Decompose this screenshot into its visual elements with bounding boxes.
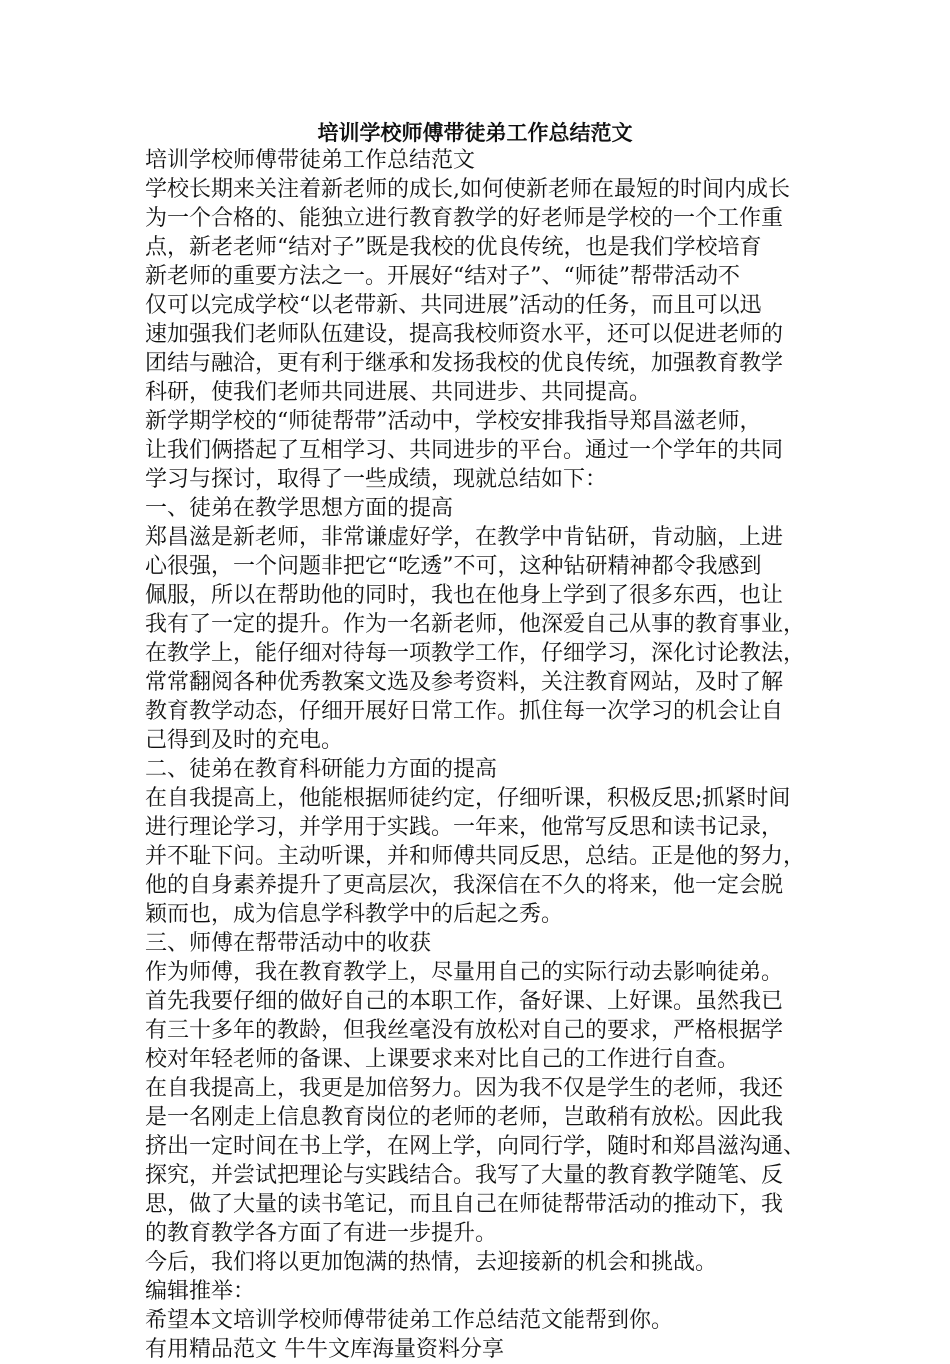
document-text-line: 二、徒弟在教育科研能力方面的提高 bbox=[145, 757, 498, 782]
document-text-line: 在自我提高上，我更是加倍努力。因为我不仅是学生的老师，我还 bbox=[145, 1076, 784, 1101]
document-text-line: 的教育教学各方面了有进一步提升。 bbox=[145, 1221, 498, 1246]
document-text-line: 希望本文培训学校师傅带徒弟工作总结范文能帮到你。 bbox=[145, 1308, 674, 1333]
document-text-line: 郑昌滋是新老师，非常谦虚好学，在教学中肯钻研，肯动脑，上进 bbox=[145, 525, 784, 550]
document-text-line: 校对年轻老师的备课、上课要求来对比自己的工作进行自查。 bbox=[145, 1047, 740, 1072]
document-text-line: 进行理论学习，并学用于实践。一年来，他常写反思和读书记录， bbox=[145, 815, 784, 840]
document-text-line: 思，做了大量的读书笔记，而且自己在师徒帮带活动的推动下，我 bbox=[145, 1192, 784, 1217]
document-text-line: 为一个合格的、能独立进行教育教学的好老师是学校的一个工作重 bbox=[145, 206, 784, 231]
document-text-line: 探究，并尝试把理论与实践结合。我写了大量的教育教学随笔、反 bbox=[145, 1163, 784, 1188]
document-text-line: 学习与探讨，取得了一些成绩，现就总结如下： bbox=[145, 467, 608, 492]
document-text-line: 让我们俩搭起了互相学习、共同进步的平台。通过一个学年的共同 bbox=[145, 438, 784, 463]
document-text-line: 三、师傅在帮带活动中的收获 bbox=[145, 931, 432, 956]
document-text-line: 在自我提高上，他能根据师徒约定，仔细听课，积极反思;抓紧时间 bbox=[145, 786, 791, 811]
document-title: 培训学校师傅带徒弟工作总结范文 bbox=[317, 121, 633, 145]
document-text-line: 己得到及时的充电。 bbox=[145, 728, 344, 753]
document-text-line: 一、徒弟在教学思想方面的提高 bbox=[145, 496, 454, 521]
document-text-line: 速加强我们老师队伍建设，提高我校师资水平，还可以促进老师的 bbox=[145, 322, 784, 347]
document-text-line: 有用精品范文 牛牛文库海量资料分享 bbox=[145, 1337, 504, 1362]
document-text-line: 在教学上，能仔细对待每一项教学工作，仔细学习，深化讨论教法， bbox=[145, 641, 806, 666]
document-text-line: 佩服，所以在帮助他的同时，我也在他身上学到了很多东西，也让 bbox=[145, 583, 784, 608]
document-text-line: 科研，使我们老师共同进展、共同进步、共同提高。 bbox=[145, 380, 652, 405]
document-text-line: 挤出一定时间在书上学，在网上学，向同行学，随时和郑昌滋沟通、 bbox=[145, 1134, 806, 1159]
document-text-line: 培训学校师傅带徒弟工作总结范文 bbox=[145, 148, 476, 173]
document-text-line: 点，新老老师“结对子”既是我校的优良传统，也是我们学校培育 bbox=[145, 235, 762, 260]
document-text-line: 新学期学校的“师徒帮带”活动中，学校安排我指导郑昌滋老师， bbox=[145, 409, 762, 434]
document-text-line: 心很强，一个问题非把它“吃透”不可，这种钻研精神都令我感到 bbox=[145, 554, 762, 579]
document-text-line: 我有了一定的提升。作为一名新老师，他深爱自己从事的教育事业， bbox=[145, 612, 806, 637]
document-text-line: 教育教学动态，仔细开展好日常工作。抓住每一次学习的机会让自 bbox=[145, 699, 784, 724]
document-text-line: 团结与融洽，更有利于继承和发扬我校的优良传统，加强教育教学 bbox=[145, 351, 784, 376]
document-text-line: 编辑推举： bbox=[145, 1279, 256, 1304]
document-text-line: 颖而也，成为信息学科教学中的后起之秀。 bbox=[145, 902, 564, 927]
document-text-line: 他的自身素养提升了更高层次，我深信在不久的将来，他一定会脱 bbox=[145, 873, 784, 898]
document-text-line: 作为师傅，我在教育教学上，尽量用自己的实际行动去影响徒弟。 bbox=[145, 960, 784, 985]
document-text-line: 今后，我们将以更加饱满的热情，去迎接新的机会和挑战。 bbox=[145, 1250, 718, 1275]
document-text-line: 仅可以完成学校“以老带新、共同进展”活动的任务，而且可以迅 bbox=[145, 293, 762, 318]
document-text-line: 有三十多年的教龄，但我丝毫没有放松对自己的要求，严格根据学 bbox=[145, 1018, 784, 1043]
document-text-line: 常常翻阅各种优秀教案文选及参考资料，关注教育网站，及时了解 bbox=[145, 670, 784, 695]
document-body bbox=[145, 146, 815, 1364]
document-text-line: 学校长期来关注着新老师的成长,如何使新老师在最短的时间内成长 bbox=[145, 177, 790, 202]
document-text-line: 是一名刚走上信息教育岗位的老师的老师，岂敢稍有放松。因此我 bbox=[145, 1105, 784, 1130]
document-text-line: 新老师的重要方法之一。开展好“结对子”、“师徒”帮带活动不 bbox=[145, 264, 740, 289]
document-text-line: 并不耻下问。主动听课，并和师傅共同反思，总结。正是他的努力， bbox=[145, 844, 806, 869]
document-text-line: 首先我要仔细的做好自己的本职工作，备好课、上好课。虽然我已 bbox=[145, 989, 784, 1014]
